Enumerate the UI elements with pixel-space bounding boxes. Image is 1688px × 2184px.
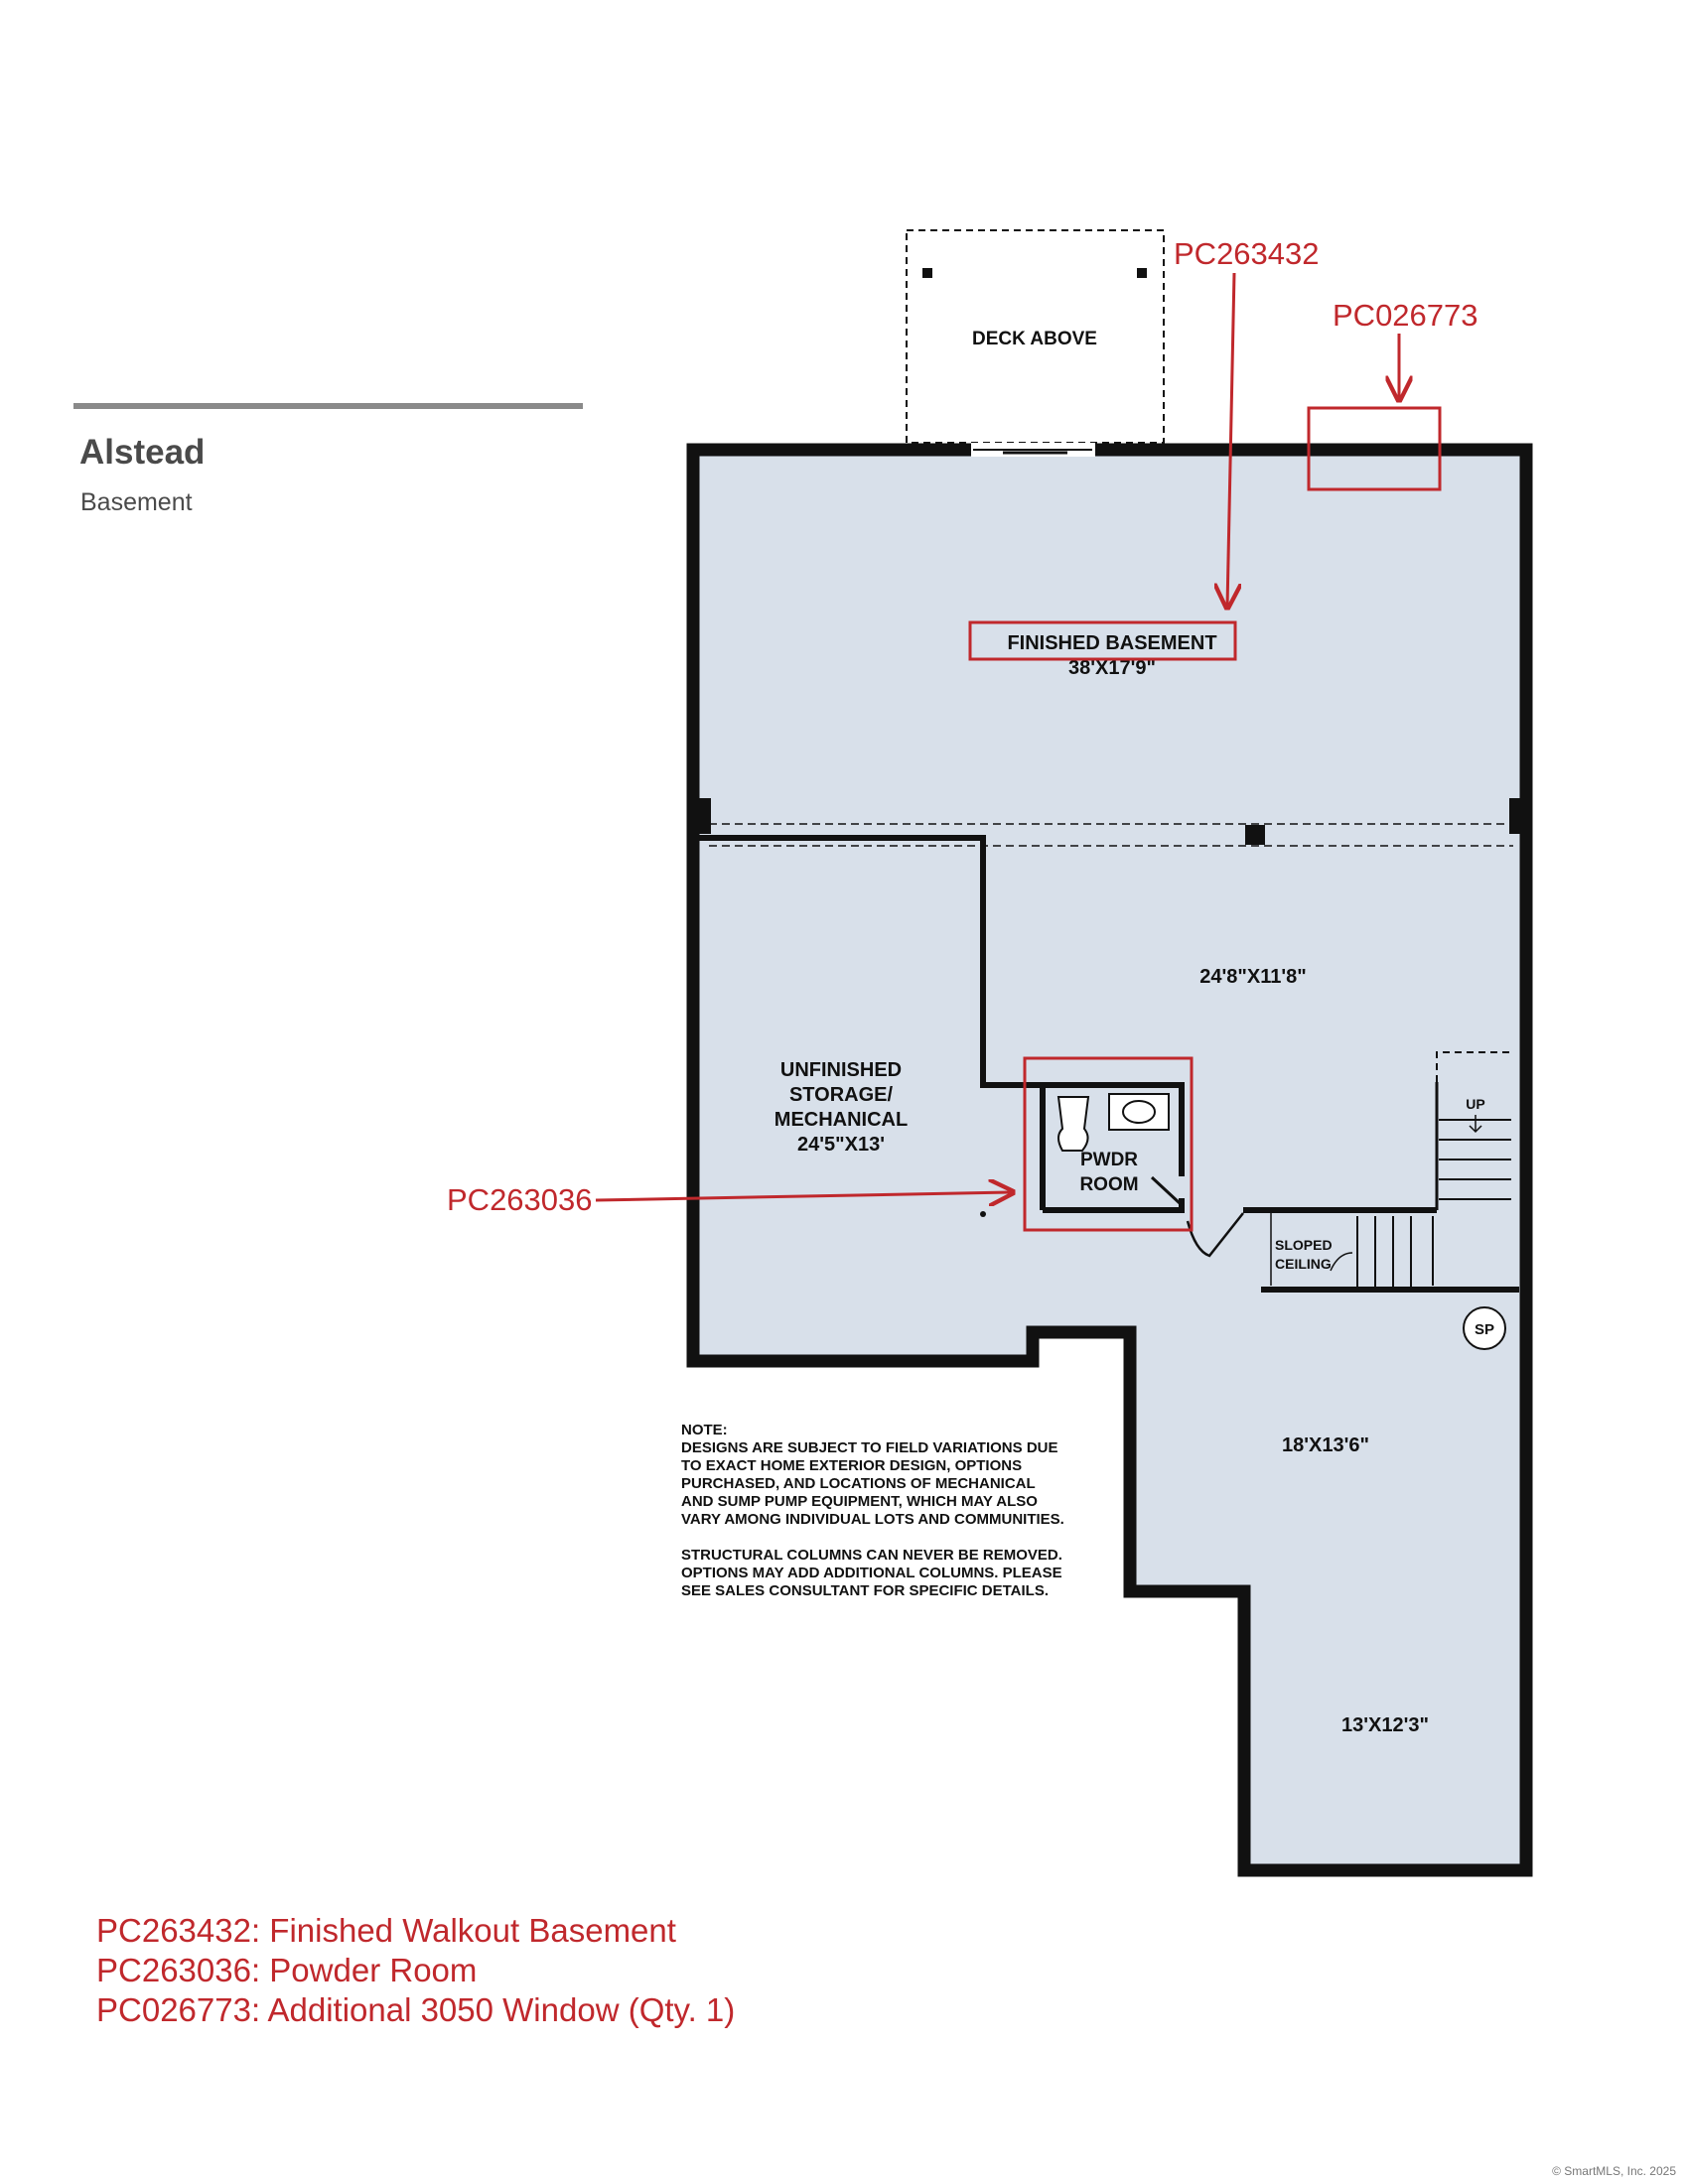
- note-line: TO EXACT HOME EXTERIOR DESIGN, OPTIONS: [681, 1457, 1023, 1474]
- middle-room-dims: 24'8"X11'8": [1199, 966, 1307, 988]
- finished-basement-label: FINISHED BASEMENT: [1007, 632, 1217, 654]
- note-line: NOTE:: [681, 1422, 728, 1438]
- pwdr-label-1: PWDR: [1079, 1150, 1139, 1170]
- design-note: [681, 1422, 1064, 1599]
- floor-drain-icon: [980, 1211, 986, 1217]
- plan-subtitle: Basement: [80, 488, 193, 516]
- sloped-label-1: SLOPED: [1275, 1237, 1333, 1253]
- sloped-label-2: CEILING: [1275, 1256, 1332, 1272]
- deck-post-right: [1137, 268, 1147, 278]
- window-code-label: PC026773: [1333, 298, 1478, 333]
- finished-basement-dims: 38'X17'9": [1068, 657, 1156, 679]
- basement-code-label: PC263432: [1174, 236, 1320, 271]
- legend-item: PC026773: Additional 3050 Window (Qty. 1): [96, 1991, 736, 2028]
- plan-title: Alstead: [79, 433, 206, 472]
- deck-label: DECK ABOVE: [972, 329, 1097, 349]
- note-line: DESIGNS ARE SUBJECT TO FIELD VARIATIONS DUE: [681, 1439, 1058, 1456]
- up-label: UP: [1466, 1096, 1485, 1112]
- room-13-dims: 13'X12'3": [1341, 1714, 1429, 1736]
- storage-label-3: MECHANICAL: [774, 1109, 909, 1131]
- note-line: PURCHASED, AND LOCATIONS OF MECHANICAL: [681, 1475, 1036, 1492]
- note-line: AND SUMP PUMP EQUIPMENT, WHICH MAY ALSO: [681, 1493, 1038, 1510]
- note-line: OPTIONS MAY ADD ADDITIONAL COLUMNS. PLEASE: [681, 1565, 1062, 1581]
- options-legend: [96, 1911, 735, 2030]
- sink-basin-icon: [1123, 1101, 1155, 1123]
- storage-label-2: STORAGE/: [788, 1084, 894, 1106]
- room-18-dims: 18'X13'6": [1282, 1434, 1369, 1456]
- storage-label-1: UNFINISHED: [779, 1059, 903, 1081]
- toilet-icon: [1058, 1097, 1088, 1151]
- copyright-text: © SmartMLS, Inc. 2025: [1552, 2164, 1676, 2178]
- sump-pump-label: SP: [1474, 1321, 1495, 1338]
- storage-dims: 24'5"X13': [797, 1134, 885, 1156]
- legend-item: PC263036: Powder Room: [96, 1952, 478, 1988]
- note-line: SEE SALES CONSULTANT FOR SPECIFIC DETAILS.: [681, 1582, 1050, 1599]
- legend-item: PC263432: Finished Walkout Basement: [96, 1912, 676, 1949]
- powder-code-label: PC263036: [447, 1182, 593, 1217]
- pwdr-label-2: ROOM: [1079, 1174, 1139, 1195]
- wall-stub-right: [1509, 798, 1521, 834]
- note-line: VARY AMONG INDIVIDUAL LOTS AND COMMUNITIES.: [681, 1511, 1064, 1528]
- structural-column: [1245, 825, 1265, 845]
- deck-post-left: [922, 268, 932, 278]
- note-line: STRUCTURAL COLUMNS CAN NEVER BE REMOVED.: [681, 1547, 1062, 1564]
- wall-stub-left: [699, 798, 711, 834]
